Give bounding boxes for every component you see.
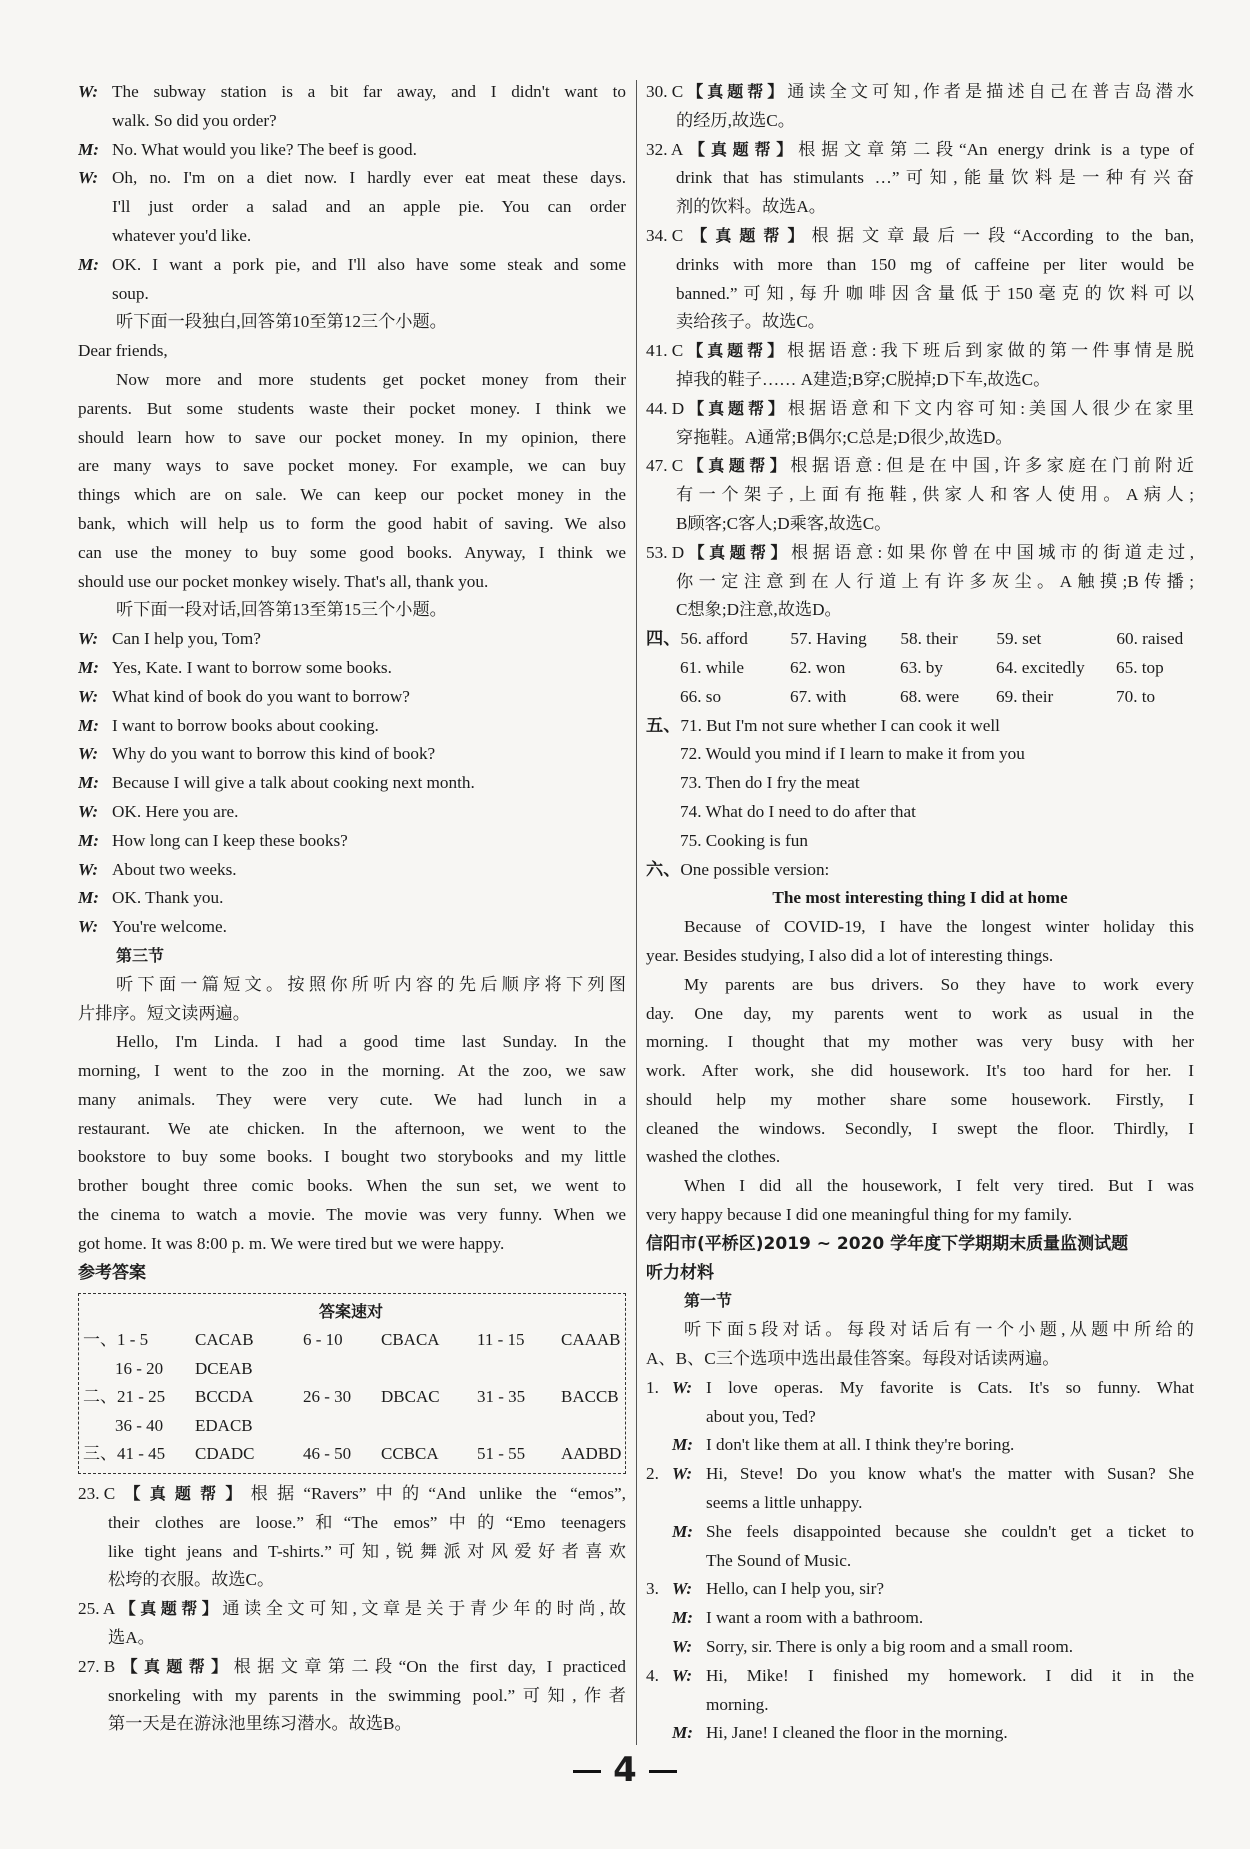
part-5-text: 72. Would you mind if I learn to make it from you <box>680 744 1025 764</box>
explanation-line <box>646 395 1194 424</box>
dialogue-text: Yes, Kate. I want to borrow some books. <box>112 657 392 677</box>
explanation-text: B顾客;C客人;D乘客,故选C。 <box>676 513 892 533</box>
dialogue-text: OK. Thank you. <box>112 888 224 908</box>
part-4-answer: 58. their <box>900 629 958 649</box>
answer-cell: CDADC <box>195 1444 255 1464</box>
explanation-text: 的经历,故选C。 <box>676 110 795 130</box>
part-4-answer: 59. set <box>996 629 1042 649</box>
explanation-text: drink that has stimulants …”可知,能量饮料是一种有兴奋 <box>676 168 1194 188</box>
dialogue-line <box>78 884 626 913</box>
speaker-label: M: <box>672 1723 694 1743</box>
answer-cell: 二、21 - 25 <box>83 1387 166 1407</box>
answer-number: 41. C <box>646 341 684 361</box>
dialogue-line <box>78 769 626 798</box>
part-5-item <box>646 712 1194 741</box>
speaker-label: M: <box>78 715 100 735</box>
explanation-line <box>646 78 1194 107</box>
speaker-label: W: <box>78 859 99 879</box>
explanation-text: 根据“Ravers”中的“And unlike the “emos”, <box>250 1483 626 1503</box>
explanation-line <box>646 280 1194 309</box>
explanation-line <box>78 1710 626 1739</box>
part-4-answer: 60. raised <box>1116 629 1184 649</box>
explanation-text: 根据文章第二段“On the first day, I practiced <box>233 1656 626 1676</box>
explanation-text: drinks with more than 150 mg of caffeine per liter would be <box>676 254 1194 274</box>
dialogue-text: The Sound of Music. <box>706 1550 852 1570</box>
explanation-line <box>646 568 1194 597</box>
dialogue-line <box>78 683 626 712</box>
monologue-line: Now more and more students get pocket money from their <box>116 369 626 389</box>
explanation-line <box>646 164 1194 193</box>
speaker-label: M: <box>672 1435 694 1455</box>
answer-cell: CCBCA <box>381 1444 439 1464</box>
dialogue-1 <box>78 78 626 308</box>
dialogue-line <box>646 1604 1194 1633</box>
explanation-line <box>78 1595 626 1624</box>
dialogue-line <box>78 654 626 683</box>
speaker-label: W: <box>672 1579 693 1599</box>
answer-number: 34. C <box>646 225 684 245</box>
speaker-label: M: <box>78 888 100 908</box>
explanation-text: C想象;D注意,故选D。 <box>676 600 842 620</box>
explanation-text: 根据语意:如果你曾在中国城市的街道走过, <box>790 542 1194 562</box>
part-5-answers <box>646 712 1194 856</box>
speaker-label: W: <box>78 744 99 764</box>
part-4-answer: 56. afford <box>680 629 748 649</box>
dialogue-line <box>78 78 626 107</box>
dialogue-text: You're welcome. <box>112 917 227 937</box>
dialogue-line <box>78 625 626 654</box>
section-1-instruction <box>646 1316 1194 1374</box>
essay-line: morning. I thought that my mother was very busy with her <box>646 1032 1194 1052</box>
tag-label: 【真题帮】 <box>115 1483 251 1503</box>
dialogue-text: OK. Here you are. <box>112 801 239 821</box>
essay-line: should help my mother share some housework. Firstly, I <box>646 1089 1194 1109</box>
dialogue-text: I love operas. My favorite is Cats. It's so funny. What <box>706 1377 1194 1397</box>
explanation-text: 有一个架子,上面有拖鞋,供家人和客人使用。A病人; <box>676 485 1194 505</box>
answer-cell: CBACA <box>381 1330 440 1350</box>
dialogue-line <box>646 1374 1194 1403</box>
tag-label: 【真题帮】 <box>684 398 788 418</box>
explanation-text: banned.”可知,每升咖啡因含量低于150毫克的饮料可以 <box>676 283 1194 303</box>
answer-number: 30. C <box>646 82 684 101</box>
answer-number: 23. C <box>78 1483 116 1503</box>
answer-cell: 三、41 - 45 <box>83 1444 166 1464</box>
dialogue-text: soup. <box>112 283 149 303</box>
explanation-line <box>78 1566 626 1595</box>
part-4-row <box>646 625 1194 654</box>
answer-cell: 26 - 30 <box>303 1387 352 1407</box>
explanation-line <box>78 1538 626 1567</box>
dialogue-text: Because I will give a talk about cooking next month. <box>112 773 475 793</box>
column-divider <box>636 80 637 1745</box>
answer-number: 53. D <box>646 542 685 562</box>
essay-line: day. One day, my parents went to work as usual in the <box>646 1003 1194 1023</box>
dialogue-text: I don't like them at all. I think they're boring. <box>706 1435 1015 1455</box>
part-4-answer: 67. with <box>790 686 847 706</box>
explanation-line <box>646 136 1194 165</box>
dialogue-line <box>78 251 626 280</box>
dialogue-text: about you, Ted? <box>706 1406 816 1426</box>
explanation-line <box>646 337 1194 366</box>
reference-answer-title: 参考答案 <box>78 1262 146 1283</box>
part-4-answer: 69. their <box>996 686 1054 706</box>
monologue-line: things which are on sale. We can keep our pocket money in the <box>78 485 626 505</box>
explanation-line <box>646 596 1194 625</box>
section-3-instruction <box>78 971 626 1029</box>
part-4-answer: 61. while <box>680 657 744 677</box>
dialogue-line <box>646 1489 1194 1518</box>
explanation-line <box>646 222 1194 251</box>
dialogue-line <box>78 827 626 856</box>
answer-row <box>83 1440 622 1469</box>
dialogue-text: No. What would you like? The beef is good. <box>112 139 417 159</box>
essay-line: cleaned the windows. Secondly, I swept the floor. Thirdly, I <box>646 1118 1194 1138</box>
right-explanations <box>646 78 1194 625</box>
essay-line: very happy because I did one meaningful thing for my family. <box>646 1205 1073 1225</box>
answer-cell: 6 - 10 <box>303 1330 343 1350</box>
answer-number: 25. A <box>78 1599 116 1619</box>
dialogue-text: morning. <box>706 1694 769 1714</box>
answer-cell: EDACB <box>195 1415 253 1435</box>
essay-line: When I did all the housework, I felt very tired. But I was <box>684 1176 1194 1196</box>
left-column <box>78 78 626 1739</box>
part-5-item <box>646 769 1194 798</box>
part-4-answer: 68. were <box>900 686 960 706</box>
speaker-label: W: <box>78 82 99 101</box>
dialogue-line <box>78 280 626 309</box>
dialogue-text: What kind of book do you want to borrow? <box>112 686 410 706</box>
page-footer <box>0 1750 1250 1790</box>
part-4-answer: 62. won <box>790 657 846 677</box>
dialogue-line <box>78 856 626 885</box>
dialogue-number: 2. <box>646 1464 659 1484</box>
answer-cell: 51 - 55 <box>477 1444 526 1464</box>
essay-line: Because of COVID-19, I have the longest winter holiday this <box>684 917 1194 937</box>
answer-number: 32. A <box>646 139 684 159</box>
explanation-text: 根据语意:我下班后到家做的第一件事情是脱 <box>787 341 1194 361</box>
answer-row <box>83 1383 619 1412</box>
part-4-answer: 63. by <box>900 657 943 677</box>
explanation-text: 通读全文可知,作者是描述自己在普吉岛潜水 <box>787 82 1194 101</box>
dialogue-line <box>78 740 626 769</box>
answer-cell: 16 - 20 <box>115 1358 164 1378</box>
part-5-text: 75. Cooking is fun <box>680 830 808 850</box>
monologue <box>78 366 626 596</box>
part-4-answer: 57. Having <box>790 629 867 649</box>
answer-cell: 31 - 35 <box>477 1387 526 1407</box>
part-4-row <box>646 654 1194 683</box>
explanation-text: their clothes are loose.”和“The emos”中的“Emo teenagers <box>108 1512 626 1532</box>
dialogue-line <box>78 193 626 222</box>
tag-label: 【真题帮】 <box>683 341 788 361</box>
dialogue-line <box>646 1431 1194 1460</box>
answer-cell: CACAB <box>195 1330 254 1350</box>
explanation-line <box>646 510 1194 539</box>
instruction-line: A、B、C三个选项中选出最佳答案。每段对话读两遍。 <box>646 1349 1060 1369</box>
monologue-line: should learn how to save our pocket money. In my opinion, there <box>78 427 626 447</box>
answer-box-head: 答案速对 <box>318 1302 383 1322</box>
explanation-line <box>646 424 1194 453</box>
dialogue-text: Hi, Jane! I cleaned the floor in the morning. <box>706 1723 1008 1743</box>
part-6-essay <box>646 856 1194 1230</box>
speaker-label: W: <box>672 1464 693 1484</box>
explanation-text: 掉我的鞋子…… A建造;B穿;C脱掉;D下车,故选C。 <box>676 369 1051 389</box>
dialogue-text: Hello, can I help you, sir? <box>706 1579 885 1599</box>
explanation-line <box>646 481 1194 510</box>
footer-dash-left <box>573 1770 601 1773</box>
dialogue-text: I want a room with a bathroom. <box>706 1608 924 1628</box>
dialogue-text: OK. I want a pork pie, and I'll also have some steak and some <box>112 254 626 274</box>
passage-line: got home. It was 8:00 p. m. We were tired but we were happy. <box>78 1233 505 1253</box>
speaker-label: M: <box>672 1521 694 1541</box>
explanation-text: 通读全文可知,文章是关于青少年的时尚,故 <box>222 1599 626 1619</box>
passage-line: many animals. They were very cute. We had lunch in a <box>78 1089 626 1109</box>
speaker-label: W: <box>78 168 99 188</box>
passage-line: Hello, I'm Linda. I had a good time last Sunday. In the <box>116 1032 626 1052</box>
instruction-line: 听下面一篇短文。按照你所听内容的先后顺序将下列图 <box>116 974 626 994</box>
part-4-answer: 65. top <box>1116 657 1164 677</box>
monologue-line: parents. But some students waste their pocket money. I think we <box>78 398 626 418</box>
part-5-text: 71. But I'm not sure whether I can cook it well <box>680 715 1000 735</box>
tag-label: 【真题帮】 <box>115 1656 234 1676</box>
page-number: 4 <box>613 1750 637 1790</box>
part-5-label: 五、 <box>646 715 681 735</box>
speaker-label: W: <box>78 686 99 706</box>
part-6-label: 六、 <box>646 859 681 879</box>
dialogue-line <box>78 136 626 165</box>
tag-label: 【真题帮】 <box>683 225 812 245</box>
dialogue-line <box>646 1575 1194 1604</box>
part-4-answer: 64. excitedly <box>996 657 1085 677</box>
explanation-line <box>646 539 1194 568</box>
explanation-text: 剂的饮料。故选A。 <box>676 197 826 217</box>
answer-cell: AADBD <box>561 1444 622 1464</box>
exam-title-line: 听力材料 <box>646 1262 714 1283</box>
speaker-label: W: <box>672 1377 693 1397</box>
dialogue-line <box>646 1719 1194 1748</box>
answer-rows <box>83 1326 622 1469</box>
instruction-10-12: 听下面一段独白,回答第10至第12三个小题。 <box>116 312 447 332</box>
explanation-line <box>78 1480 626 1509</box>
tag-label: 【真题帮】 <box>115 1599 223 1619</box>
speaker-label: M: <box>78 139 100 159</box>
speaker-label: W: <box>672 1665 693 1685</box>
speaker-label: M: <box>78 773 100 793</box>
answer-cell: CAAAB <box>561 1330 621 1350</box>
answer-row <box>83 1355 619 1384</box>
answer-cell: BCCDA <box>195 1387 254 1407</box>
part-4-label: 四、 <box>646 629 681 649</box>
dialogue-line <box>646 1547 1194 1576</box>
explanation-line <box>78 1682 626 1711</box>
right-column <box>646 78 1194 1748</box>
monologue-line: can use the money to buy some good books. Anyway, I think we <box>78 542 626 562</box>
instruction-line: 听下面5段对话。每段对话后有一个小题,从题中所给的 <box>684 1320 1194 1340</box>
part-5-item <box>646 798 1194 827</box>
explanation-text: 穿拖鞋。A通常;B偶尔;C总是;D很少,故选D。 <box>676 427 1013 447</box>
dialogue-text: Can I help you, Tom? <box>112 629 261 649</box>
answer-cell: 46 - 50 <box>303 1444 352 1464</box>
tag-label: 【真题帮】 <box>683 456 791 476</box>
dialogue-text: Oh, no. I'm on a diet now. I hardly ever eat meat these days. <box>112 168 626 188</box>
left-explanations <box>78 1480 626 1739</box>
dialogue-line <box>646 1518 1194 1547</box>
exam-title-line: 信阳市(平桥区)2019 ~ 2020 学年度下学期期末质量监测试题 <box>646 1233 1129 1254</box>
dialogue-text: whatever you'd like. <box>112 225 252 245</box>
explanation-text: 根据语意:但是在中国,许多家庭在门前附近 <box>790 456 1194 476</box>
instruction-line: 片排序。短文读两遍。 <box>78 1003 250 1023</box>
answer-cell: 36 - 40 <box>115 1415 164 1435</box>
explanation-line <box>646 107 1194 136</box>
tag-label: 【真题帮】 <box>683 139 799 159</box>
dialogue-line <box>78 107 626 136</box>
explanation-line <box>78 1624 626 1653</box>
answer-cell: 11 - 15 <box>477 1330 525 1350</box>
dialogue-line <box>646 1403 1194 1432</box>
monologue-line: should use our pocket monkey wisely. That's all, thank you. <box>78 571 489 591</box>
dialogue-text: seems a little unhappy. <box>706 1493 863 1513</box>
explanation-line <box>78 1653 626 1682</box>
essay-line: work. After work, she did housework. It's too hard for her. I <box>646 1061 1194 1081</box>
exam-title <box>646 1230 1194 1288</box>
section-1-title: 第一节 <box>684 1291 733 1311</box>
dialogue-line <box>646 1633 1194 1662</box>
part-6-intro-line <box>646 856 1194 885</box>
part-4-answer: 70. to <box>1116 686 1156 706</box>
explanation-text: 根据语意和下文内容可知:美国人很少在家里 <box>787 398 1194 418</box>
explanation-text: 松垮的衣服。故选C。 <box>108 1570 275 1590</box>
part-5-text: 73. Then do I fry the meat <box>680 773 860 793</box>
answer-row <box>83 1412 619 1441</box>
part-5-item <box>646 827 1194 856</box>
answer-cell: 一、1 - 5 <box>83 1330 149 1350</box>
dialogue-line <box>646 1460 1194 1489</box>
listening-dialogues <box>646 1374 1194 1748</box>
dialogue-line <box>646 1662 1194 1691</box>
dialogue-text: I want to borrow books about cooking. <box>112 715 379 735</box>
explanation-text: 卖给孩子。故选C。 <box>676 312 825 332</box>
speaker-label: M: <box>78 254 100 274</box>
monologue-line: bank, which will help us to form the good habit of saving. We also <box>78 513 626 533</box>
speaker-label: M: <box>672 1608 694 1628</box>
dialogue-text: She feels disappointed because she couldn't get a ticket to <box>706 1521 1194 1541</box>
dialogue-line <box>646 1691 1194 1720</box>
part-4-answers <box>646 625 1194 711</box>
dialogue-text: Hi, Mike! I finished my homework. I did it in the <box>706 1665 1194 1685</box>
answer-box <box>78 1293 626 1474</box>
dialogue-line <box>78 913 626 942</box>
dialogue-text: I'll just order a salad and an apple pie. You can order <box>112 197 626 217</box>
dialogue-text: walk. So did you order? <box>112 110 277 130</box>
explanation-text: like tight jeans and T-shirts.”可知,锐舞派对风爱好者喜欢 <box>108 1541 626 1561</box>
explanation-text: 根据文章最后一段“According to the ban, <box>811 225 1194 245</box>
part-5-item <box>646 740 1194 769</box>
monologue-line: are many ways to save pocket money. For example, we can buy <box>78 456 626 476</box>
passage-line: the cinema to watch a movie. The movie was very funny. When we <box>78 1205 626 1225</box>
answer-number: 47. C <box>646 456 684 476</box>
monologue-greeting: Dear friends, <box>78 341 168 361</box>
explanation-text: 选A。 <box>108 1627 155 1647</box>
answer-cell: DBCAC <box>381 1387 440 1407</box>
dialogue-text: Sorry, sir. There is only a big room and a small room. <box>706 1637 1074 1657</box>
dialogue-line <box>78 164 626 193</box>
part-4-answer: 66. so <box>680 686 722 706</box>
dialogue-text: The subway station is a bit far away, and I didn't want to <box>112 82 626 101</box>
dialogue-line <box>78 798 626 827</box>
answer-row <box>83 1326 619 1355</box>
answer-cell: DCEAB <box>195 1358 253 1378</box>
dialogue-number: 3. <box>646 1579 659 1599</box>
instruction-13-15: 听下面一段对话,回答第13至第15三个小题。 <box>116 600 447 620</box>
passage-line: morning, I went to the zoo in the morning. At the zoo, we saw <box>78 1061 626 1081</box>
explanation-line <box>646 366 1194 395</box>
part-6-intro: One possible version: <box>680 859 830 879</box>
explanation-text: snorkeling with my parents in the swimming pool.”可知,作者 <box>108 1685 626 1705</box>
explanation-line <box>78 1509 626 1538</box>
dialogue-text: How long can I keep these books? <box>112 830 348 850</box>
essay-title: The most interesting thing I did at home <box>772 888 1068 908</box>
passage <box>78 1028 626 1258</box>
part-4-row <box>646 683 1194 712</box>
explanation-text: 根据文章第二段“An energy drink is a type of <box>798 139 1194 159</box>
footer-dash-right <box>649 1770 677 1773</box>
dialogue-number: 4. <box>646 1665 659 1685</box>
speaker-label: M: <box>78 830 100 850</box>
speaker-label: W: <box>78 629 99 649</box>
passage-line: bookstore to buy some books. I bought two storybooks and my little <box>78 1147 626 1167</box>
speaker-label: W: <box>78 801 99 821</box>
passage-line: brother bought three comic books. When the sun set, we went to <box>78 1176 626 1196</box>
answer-cell: BACCB <box>561 1387 619 1407</box>
essay-line: year. Besides studying, I also did a lot of interesting things. <box>646 945 1054 965</box>
dialogue-2 <box>78 625 626 942</box>
essay-line: washed the clothes. <box>646 1147 781 1167</box>
answer-number: 27. B <box>78 1656 116 1676</box>
part-5-text: 74. What do I need to do after that <box>680 801 916 821</box>
explanation-line <box>646 452 1194 481</box>
explanation-text: 第一天是在游泳池里练习潜水。故选B。 <box>108 1714 412 1734</box>
dialogue-text: Why do you want to borrow this kind of book? <box>112 744 436 764</box>
dialogue-text: Hi, Steve! Do you know what's the matter with Susan? She <box>706 1464 1194 1484</box>
tag-label: 【真题帮】 <box>683 82 788 101</box>
dialogue-text: About two weeks. <box>112 859 237 879</box>
dialogue-number: 1. <box>646 1377 659 1397</box>
explanation-line <box>646 308 1194 337</box>
explanation-line <box>646 193 1194 222</box>
speaker-label: W: <box>78 917 99 937</box>
answer-number: 44. D <box>646 398 685 418</box>
explanation-text: 你一定注意到在人行道上有许多灰尘。A触摸;B传播; <box>676 571 1194 591</box>
section-3-title: 第三节 <box>116 945 165 965</box>
speaker-label: W: <box>672 1637 693 1657</box>
tag-label: 【真题帮】 <box>684 542 791 562</box>
dialogue-line <box>78 222 626 251</box>
passage-line: restaurant. We ate chicken. In the afternoon, we went to the <box>78 1118 626 1138</box>
essay-line: My parents are bus drivers. So they have to work every <box>684 974 1194 994</box>
speaker-label: M: <box>78 657 100 677</box>
explanation-line <box>646 251 1194 280</box>
dialogue-line <box>78 712 626 741</box>
